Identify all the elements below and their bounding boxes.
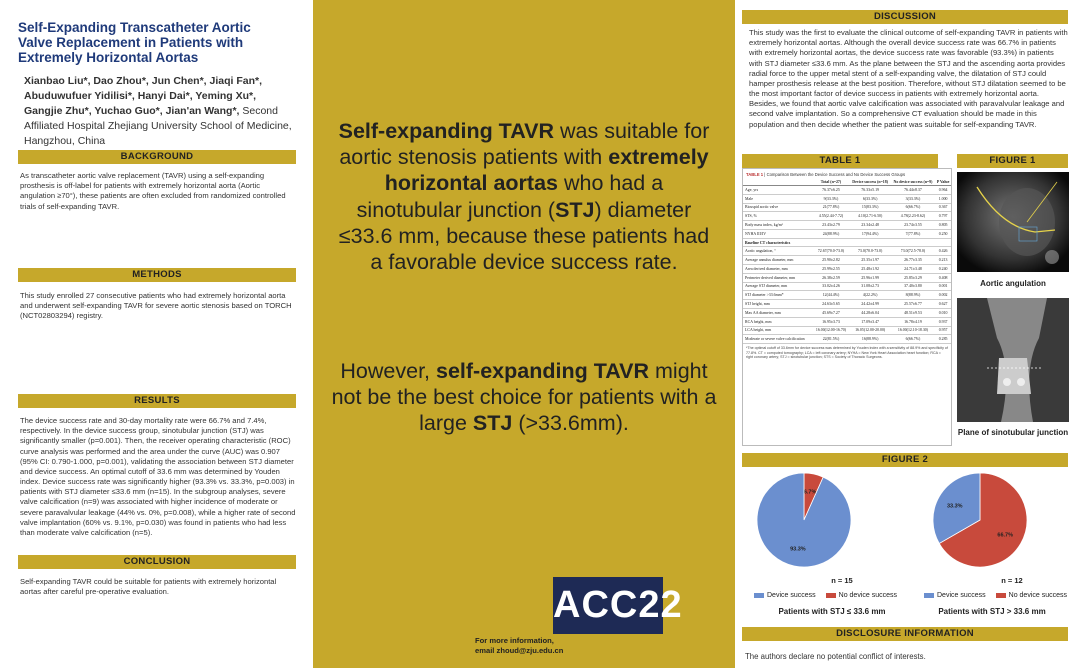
legend2-item-fail (996, 592, 1067, 599)
table1-cell: 25.57±6.77 (891, 300, 936, 309)
stmt-emph-3: STJ (555, 197, 595, 222)
methods-text: This study enrolled 27 consecutive patients who had extremely horizontal aorta and underwent self-expanding TAVR for severe aortic stenosis based on TORCH (NCT02803294) registry. (20, 291, 292, 321)
contact-info (475, 636, 563, 657)
table1-cell: 8(88.9%) (891, 291, 936, 300)
table1-cell: 73.0(72.5-78.0) (891, 247, 936, 256)
table1-row (743, 300, 951, 309)
discussion-text: This study was the first to evaluate the clinical outcome of self-expanding TAVR in patients with extremely horizontal aortas. Although the overall device success rate was 66.7% in patients with extremely horizontal aortas, the device success rate was favorable (93.3%) in patients with STJ diameter ≤33.6 mm. As the plane between the STJ and the ascending aorta provides radial force to the upper metal stent of a self-expanding valve, the dilatation of STJ could hamper prosthesis release at the best position. Therefore, without STJ dilatation seemed to be the most important factor of device success in patients with extremely horizontal aorta. Besides, we found that aortic valve calcification was associated with paravalvular leakage and second valve implantation. So a comprehensive CT evaluation should be made in this population and then decide whether the patient was suitable for self-expanding TAVR. (749, 28, 1068, 129)
table1-cell: 25.90±2.82 (812, 256, 849, 265)
stmt2-emph-1: self-expanding TAVR (436, 359, 650, 383)
acc22-logo (553, 577, 683, 634)
contact-line-1: For more information, (475, 636, 554, 645)
table1-caption-text: Comparison Between the Device Success and No Device Success Groups (766, 172, 906, 177)
table1-cell: 0.964 (935, 186, 951, 195)
legend2-label-success: Device success (937, 592, 986, 599)
table1-cell: 21(77.8%) (812, 203, 849, 212)
table1-col-header: Total (n=27) (812, 179, 849, 186)
background-header: BACKGROUND (18, 150, 296, 164)
table1-cell: 23.43±2.79 (812, 221, 849, 230)
table1-cell: 0.627 (935, 300, 951, 309)
table1-cell: 16.00(12.10-18.30) (891, 326, 936, 335)
pie2-subtitle: Patients with STJ > 33.6 mm (938, 607, 1046, 616)
table1-cell: 76.33±5.19 (850, 186, 891, 195)
results-text: The device success rate and 30-day mortality rate were 66.7% and 7.4%, respectively. In the device success group, sinotubular junction (STJ) was significantly smaller (p=0.001). Then, the receiver operating characteristic (ROC) curve analysis was performed and the area under the curve (AUC) was 0.907 (95% CI: 0.790-1.000, p=0.001), validating the association between STJ diameter and device success. An optimal cutoff of 33.6 mm was determined by Youden index. Device success rate was significantly higher (93.3% vs. 33.3%, p=0.003) in patients with STJ diameter ≤33.6 mm (n=15). In the subgroup analyses, severe valve calcification (n=9) was associated with higher incidence of moderate or severe paravalvular leakage (44% vs. 0%, p=0.008), while a higher rate of second valve implantation (60% vs. 9.1%, p=0.030) was found in patients who had less than moderate valve calcification (n=5). (20, 416, 296, 537)
table1-cell: 25.96±1.99 (850, 273, 891, 282)
background-text: As transcatheter aortic valve replacement (TAVR) using a self-expanding prosthesis is off-label for patients with extremely horizontal aorta (Aortic angulation ≥70°), these patients are often excluded from randomized controlled trials of self-expanding TAVR. (20, 171, 286, 211)
table1-cell: 0.002 (935, 291, 951, 300)
legend-swatch-fail (826, 593, 836, 598)
table1-cell: Baseline CT characteristics (743, 238, 812, 247)
table1-cell: 45.69±7.27 (812, 308, 849, 317)
author-affiliation: Second Affiliated Hospital Zhejiang University School of Medicine, Hangzhou, China (24, 104, 292, 147)
poster-title: Self-Expanding Transcatheter Aortic Valve Replacement in Patients with Extremely Horizontal Aortas (18, 20, 251, 66)
table1-cell: Aortic angulation, ° (743, 247, 812, 256)
table1-col-header: P Value (936, 180, 950, 184)
legend-label-fail: No device success (838, 592, 897, 599)
table1-cell: 25.48±1.92 (850, 265, 891, 274)
table1-cell: 17(94.4%) (850, 229, 891, 238)
table1-row (743, 335, 951, 344)
table1-cell: RCA height, mm (743, 317, 812, 326)
table1-cell: 7(77.8%) (891, 229, 936, 238)
table1-row (743, 247, 951, 256)
table1-cell: 12(44.4%) (812, 291, 849, 300)
table1-row (743, 194, 951, 203)
pie-charts-svg (742, 468, 1072, 588)
disclosure-header: DISCLOSURE INFORMATION (742, 627, 1068, 641)
pie2-legend (924, 592, 1067, 599)
legend2-label-fail: No device success (1008, 592, 1067, 599)
table1-cell: 25.35±1.97 (850, 256, 891, 265)
table1-cell: 3(33.3%) (891, 194, 936, 203)
stmt2-text-1: However, (340, 359, 436, 383)
table1-row (743, 221, 951, 230)
table1-cell: 31.08±2.73 (850, 282, 891, 291)
table1-row (743, 291, 951, 300)
stmt2-text-2: might not be the best choice for patients with a large (331, 359, 717, 436)
table1-cell (891, 238, 936, 247)
table1-cell: 26.38±2.59 (812, 273, 849, 282)
stmt-text-3: ) diameter ≤33.6 mm, because these patients had a favorable device success rate. (338, 197, 710, 275)
table1-cell (850, 238, 891, 247)
table1-cell: 6(66.7%) (891, 335, 936, 344)
table1-cell: 6(66.7%) (891, 203, 936, 212)
table1-cell: 0.805 (935, 221, 951, 230)
table1-cell: 4.10(2.71-6.50) (850, 212, 891, 221)
table1-cell: 1.000 (935, 194, 951, 203)
table1-cell: 0.285 (935, 335, 951, 344)
table1-cell: 76.37±6.25 (812, 186, 849, 195)
table1-cell: 0.010 (935, 308, 951, 317)
table1-header: TABLE 1 (742, 154, 938, 168)
stmt-emph-1: Self-expanding TAVR (338, 119, 555, 143)
table1-cell: NYHA III/IV (743, 229, 812, 238)
table1-cell: 16(88.9%) (850, 335, 891, 344)
table1-cell: 37.40±3.80 (891, 282, 936, 291)
center-panel (313, 0, 735, 668)
table1-cell: 25.85±3.29 (891, 273, 936, 282)
conclusion-header: CONCLUSION (18, 555, 296, 569)
table1-body (743, 186, 951, 344)
table1-cell: STJ diameter >33.6mm* (743, 291, 812, 300)
table1-row (743, 265, 951, 274)
table1-cell: 25.99±2.55 (812, 265, 849, 274)
table1-cell: 9(33.3%) (812, 194, 849, 203)
table1-cell: Max AA diameter, mm (743, 308, 812, 317)
table1-cell: 72.67(70.0-73.0) (812, 247, 849, 256)
table1-cell: Area derived diameter, mm (743, 265, 812, 274)
table1-cell: 0.408 (935, 273, 951, 282)
table1-cell: 0.937 (935, 317, 951, 326)
figure2-header: FIGURE 2 (742, 453, 1068, 467)
pie1-n: n = 15 (831, 576, 853, 585)
table1-row (743, 186, 951, 195)
stmt-text-1: was suitable for aortic stenosis patients with (339, 119, 710, 170)
methods-header: METHODS (18, 268, 296, 282)
table1-col-header: Device success (n=18) (850, 179, 891, 186)
legend-item-success (754, 592, 816, 599)
logo-number: 22 (638, 584, 683, 626)
ct-image-graphic-2 (957, 298, 1069, 422)
right-column (742, 0, 1072, 668)
table1-cell: 16.78±4.19 (891, 317, 936, 326)
table1-cell: Perimeter derived diameter, mm (743, 273, 812, 282)
legend2-swatch-fail (996, 593, 1006, 598)
stmt-text-2: who had a sinotubular junction ( (356, 171, 664, 222)
table1-cell: 0.250 (935, 229, 951, 238)
main-statement (331, 118, 717, 275)
table1-cell (812, 238, 849, 247)
figure1-header: FIGURE 1 (957, 154, 1068, 168)
table1-col-header: No device success (n=9) (891, 179, 936, 186)
table1-cell: 26.77±3.35 (891, 256, 936, 265)
ct-image-graphic (957, 172, 1069, 272)
table1-grid (743, 179, 951, 344)
legend-swatch-success (754, 593, 764, 598)
logo-text: ACC (553, 584, 639, 626)
pie2-label-device-success: 33.3% (946, 503, 963, 510)
table1-note: *The optimal cutoff of 33.6mm for device success was determined by Youden index with a sensitivity of 88.9% and specificity of 77.8%. CT = computed tomography; LCA = left coronary artery; NYHA = New York Heart Association heart function; RCA = right coronary artery; STJ = sinotubular junction; STS = Society of Thoracic Surgeons. (746, 346, 948, 360)
table1-cell: 0.957 (935, 326, 951, 335)
table1-cell: 0.426 (935, 247, 951, 256)
aortic-angulation-ct-image (957, 172, 1069, 272)
pie1-slice-device-success (757, 473, 851, 567)
table1-cell: 23.34±2.48 (850, 221, 891, 230)
pie2-n: n = 12 (1001, 576, 1023, 585)
table1-cell: STJ height, mm (743, 300, 812, 309)
table1-cell: 15(83.3%) (850, 203, 891, 212)
table1-row (743, 203, 951, 212)
legend2-item-success (924, 592, 986, 599)
table1-cell: 24(88.9%) (812, 229, 849, 238)
table1-caption-prefix: TABLE 1 (746, 172, 764, 177)
table1-cell: 24.71±3.48 (891, 265, 936, 274)
table1-row (743, 308, 951, 317)
table1-row (743, 238, 951, 247)
author-names: Xianbao Liu*, Dao Zhou*, Jun Chen*, Jiaqi Fan*, Abuduwufuer Yidilisi*, Hanyi Dai*, Yeming Xu*, Gangjie Zhu*, Yuchao Guo*, Jian'an Wang*, (24, 75, 263, 117)
disclosure-text: The authors declare no potential conflict of interests. (745, 652, 926, 661)
author-list (24, 74, 296, 149)
secondary-statement (331, 358, 717, 437)
table1-row (743, 256, 951, 265)
table1-row (743, 273, 951, 282)
table1-cell: STS, % (743, 212, 812, 221)
table1-row (743, 212, 951, 221)
table1-cell: 0.213 (935, 256, 951, 265)
figure1-label-top: Aortic angulation (980, 279, 1046, 288)
pie2-label-no-device-success: 66.7% (997, 532, 1014, 539)
table1-row (743, 317, 951, 326)
table1-row (743, 282, 951, 291)
table1-cell: 4.55(2.44-7.72) (812, 212, 849, 221)
table1-cell: Body mass index, kg/m² (743, 221, 812, 230)
table1-cell: 48.51±9.53 (891, 308, 936, 317)
pie1-subtitle: Patients with STJ ≤ 33.6 mm (778, 607, 886, 616)
conclusion-text: Self-expanding TAVR could be suitable for patients with extremely horizontal aortas after careful pre-operative evaluation. (20, 577, 277, 597)
table1-cell: 22(81.5%) (812, 335, 849, 344)
figure1-label-bottom: Plane of sinotubular junction (957, 428, 1069, 437)
pie1-label-device-success: 93.3% (790, 546, 806, 553)
legend-label-success: Device success (767, 592, 816, 599)
table1-cell: Male (743, 194, 812, 203)
results-header: RESULTS (18, 394, 296, 408)
figure2-chart (742, 468, 1072, 628)
table1-cell: 23.74±3.55 (891, 221, 936, 230)
contact-email[interactable]: email zhoud@zju.edu.cn (475, 646, 564, 656)
table1-cell: 17.09±3.47 (850, 317, 891, 326)
table1-cell: 0.001 (935, 282, 951, 291)
table1-cell: Average annulus diameter, mm (743, 256, 812, 265)
table1-cell: 0.797 (935, 212, 951, 221)
table1-cell: 0.367 (935, 203, 951, 212)
stj-plane-ct-image (957, 298, 1069, 422)
table1-cell (935, 238, 951, 247)
table1-cell: 24.42±4.99 (850, 300, 891, 309)
table1-cell: 16.05(12.00-20.00) (850, 326, 891, 335)
table1-cell: 73.0(70.0-73.0) (850, 247, 891, 256)
table1-cell: 16.00(12.00-16.70) (812, 326, 849, 335)
stmt-emph-2: extremely horizontal aortas (384, 145, 709, 196)
table1 (742, 168, 952, 446)
table1-cell: 0.240 (935, 265, 951, 274)
legend2-swatch-success (924, 593, 934, 598)
discussion-header: DISCUSSION (742, 10, 1068, 24)
table1-cell: 24.63±5.65 (812, 300, 849, 309)
table1-cell: 33.02±4.26 (812, 282, 849, 291)
table1-cell: 44.28±6.04 (850, 308, 891, 317)
table1-caption: TABLE 1 | Comparison Between the Device Success and No Device Success Groups (746, 172, 906, 177)
pie1-legend (754, 592, 897, 599)
table1-row (743, 229, 951, 238)
legend-item-fail (826, 592, 897, 599)
table1-cell: 16.95±3.73 (812, 317, 849, 326)
table1-row (743, 326, 951, 335)
table1-cell: Average STJ diameter, mm (743, 282, 812, 291)
stmt2-emph-2: STJ (472, 411, 513, 436)
stmt2-text-3: (>33.6mm). (512, 411, 629, 436)
table1-cell: 76.44±8.37 (891, 186, 936, 195)
table1-cell: Age, yrs (743, 186, 812, 195)
pie1-label-no-device-success: 6.7% (803, 489, 817, 496)
table1-cell: LCA height, mm (743, 326, 812, 335)
table1-cell: 4.78(2.23-8.62) (891, 212, 936, 221)
table1-cell: 4(22.2%) (850, 291, 891, 300)
table1-cell: Moderate or severe valve calcification (743, 335, 812, 344)
table1-cell: 6(33.3%) (850, 194, 891, 203)
table1-cell: Bicuspid aortic valve (743, 203, 812, 212)
